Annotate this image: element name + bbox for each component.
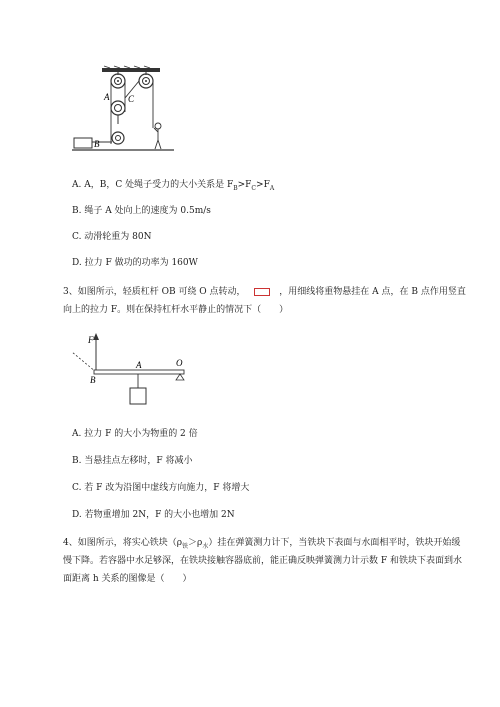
label-c: C	[128, 94, 135, 104]
q3-stem-line2: 向上的拉力 F。则在保持杠杆水平静止的情况下（ ）	[63, 305, 289, 315]
sub-a: A	[269, 184, 275, 192]
q4-sub-water: 水	[202, 542, 209, 550]
q4-line1	[63, 535, 460, 550]
gt-2: >	[256, 180, 264, 190]
q2-option-a-text: A. A，B，C 处绳子受力的大小关系是 F	[72, 180, 234, 190]
label-o: O	[176, 358, 183, 368]
label-f: F	[88, 335, 94, 345]
q2-option-c: C. 动滑轮重为 80N	[72, 232, 152, 242]
q2-option-b: B. 绳子 A 处向上的速度为 0.5m/s	[72, 206, 211, 216]
q4-sub-iron: 铁	[182, 542, 189, 550]
q3-option-a: A. 拉力 F 的大小为物重的 2 倍	[72, 429, 198, 439]
pulley-system-figure	[70, 58, 180, 158]
q4-line1-mid: ＞ρ	[188, 538, 203, 548]
lever-figure	[70, 330, 200, 410]
q4-line2: 慢下降。若容器中水足够深，在铁块接触容器底前，能正确反映弹簧测力计示数 F 和铁块下表面到水	[63, 556, 462, 566]
sub-b: B	[233, 184, 238, 192]
q3-stem-line1	[63, 284, 466, 297]
label-b: B	[94, 139, 100, 149]
inline-lever-icon	[254, 288, 270, 296]
q3-stem-part1: 3、如图所示，轻质杠杆 OB 可绕 O 点转动，	[63, 287, 246, 297]
q3-stem-part2: ，用细线将重物悬挂在 A 点，在 B 点作用竖直	[279, 287, 466, 297]
sub-c: C	[251, 184, 257, 192]
label-a2: A	[136, 360, 142, 370]
q3-option-d: D. 若物重增加 2N，F 的大小也增加 2N	[72, 510, 235, 520]
q2-option-d: D. 拉力 F 做功的功率为 160W	[72, 258, 198, 268]
q2-option-a: A. A，B，C 处绳子受力的大小关系是 $F_B>F_C>F_A$	[72, 180, 275, 192]
q4-line3: 面距离 h 关系的图像是（ ）	[63, 574, 192, 584]
label-a: A	[104, 92, 110, 102]
label-b2: B	[90, 375, 96, 385]
q3-option-c: C. 若 F 改为沿图中虚线方向施力，F 将增大	[72, 483, 250, 493]
gt-1: >	[237, 180, 246, 190]
q3-option-b: B. 当悬挂点左移时，F 将减小	[72, 456, 193, 466]
q4-line1-b: ）挂在弹簧测力计下，当铁块下表面与水面相平时，铁块开始缓	[208, 538, 461, 548]
q4-line1-a: 4、如图所示，将实心铁块（ρ	[63, 538, 183, 548]
